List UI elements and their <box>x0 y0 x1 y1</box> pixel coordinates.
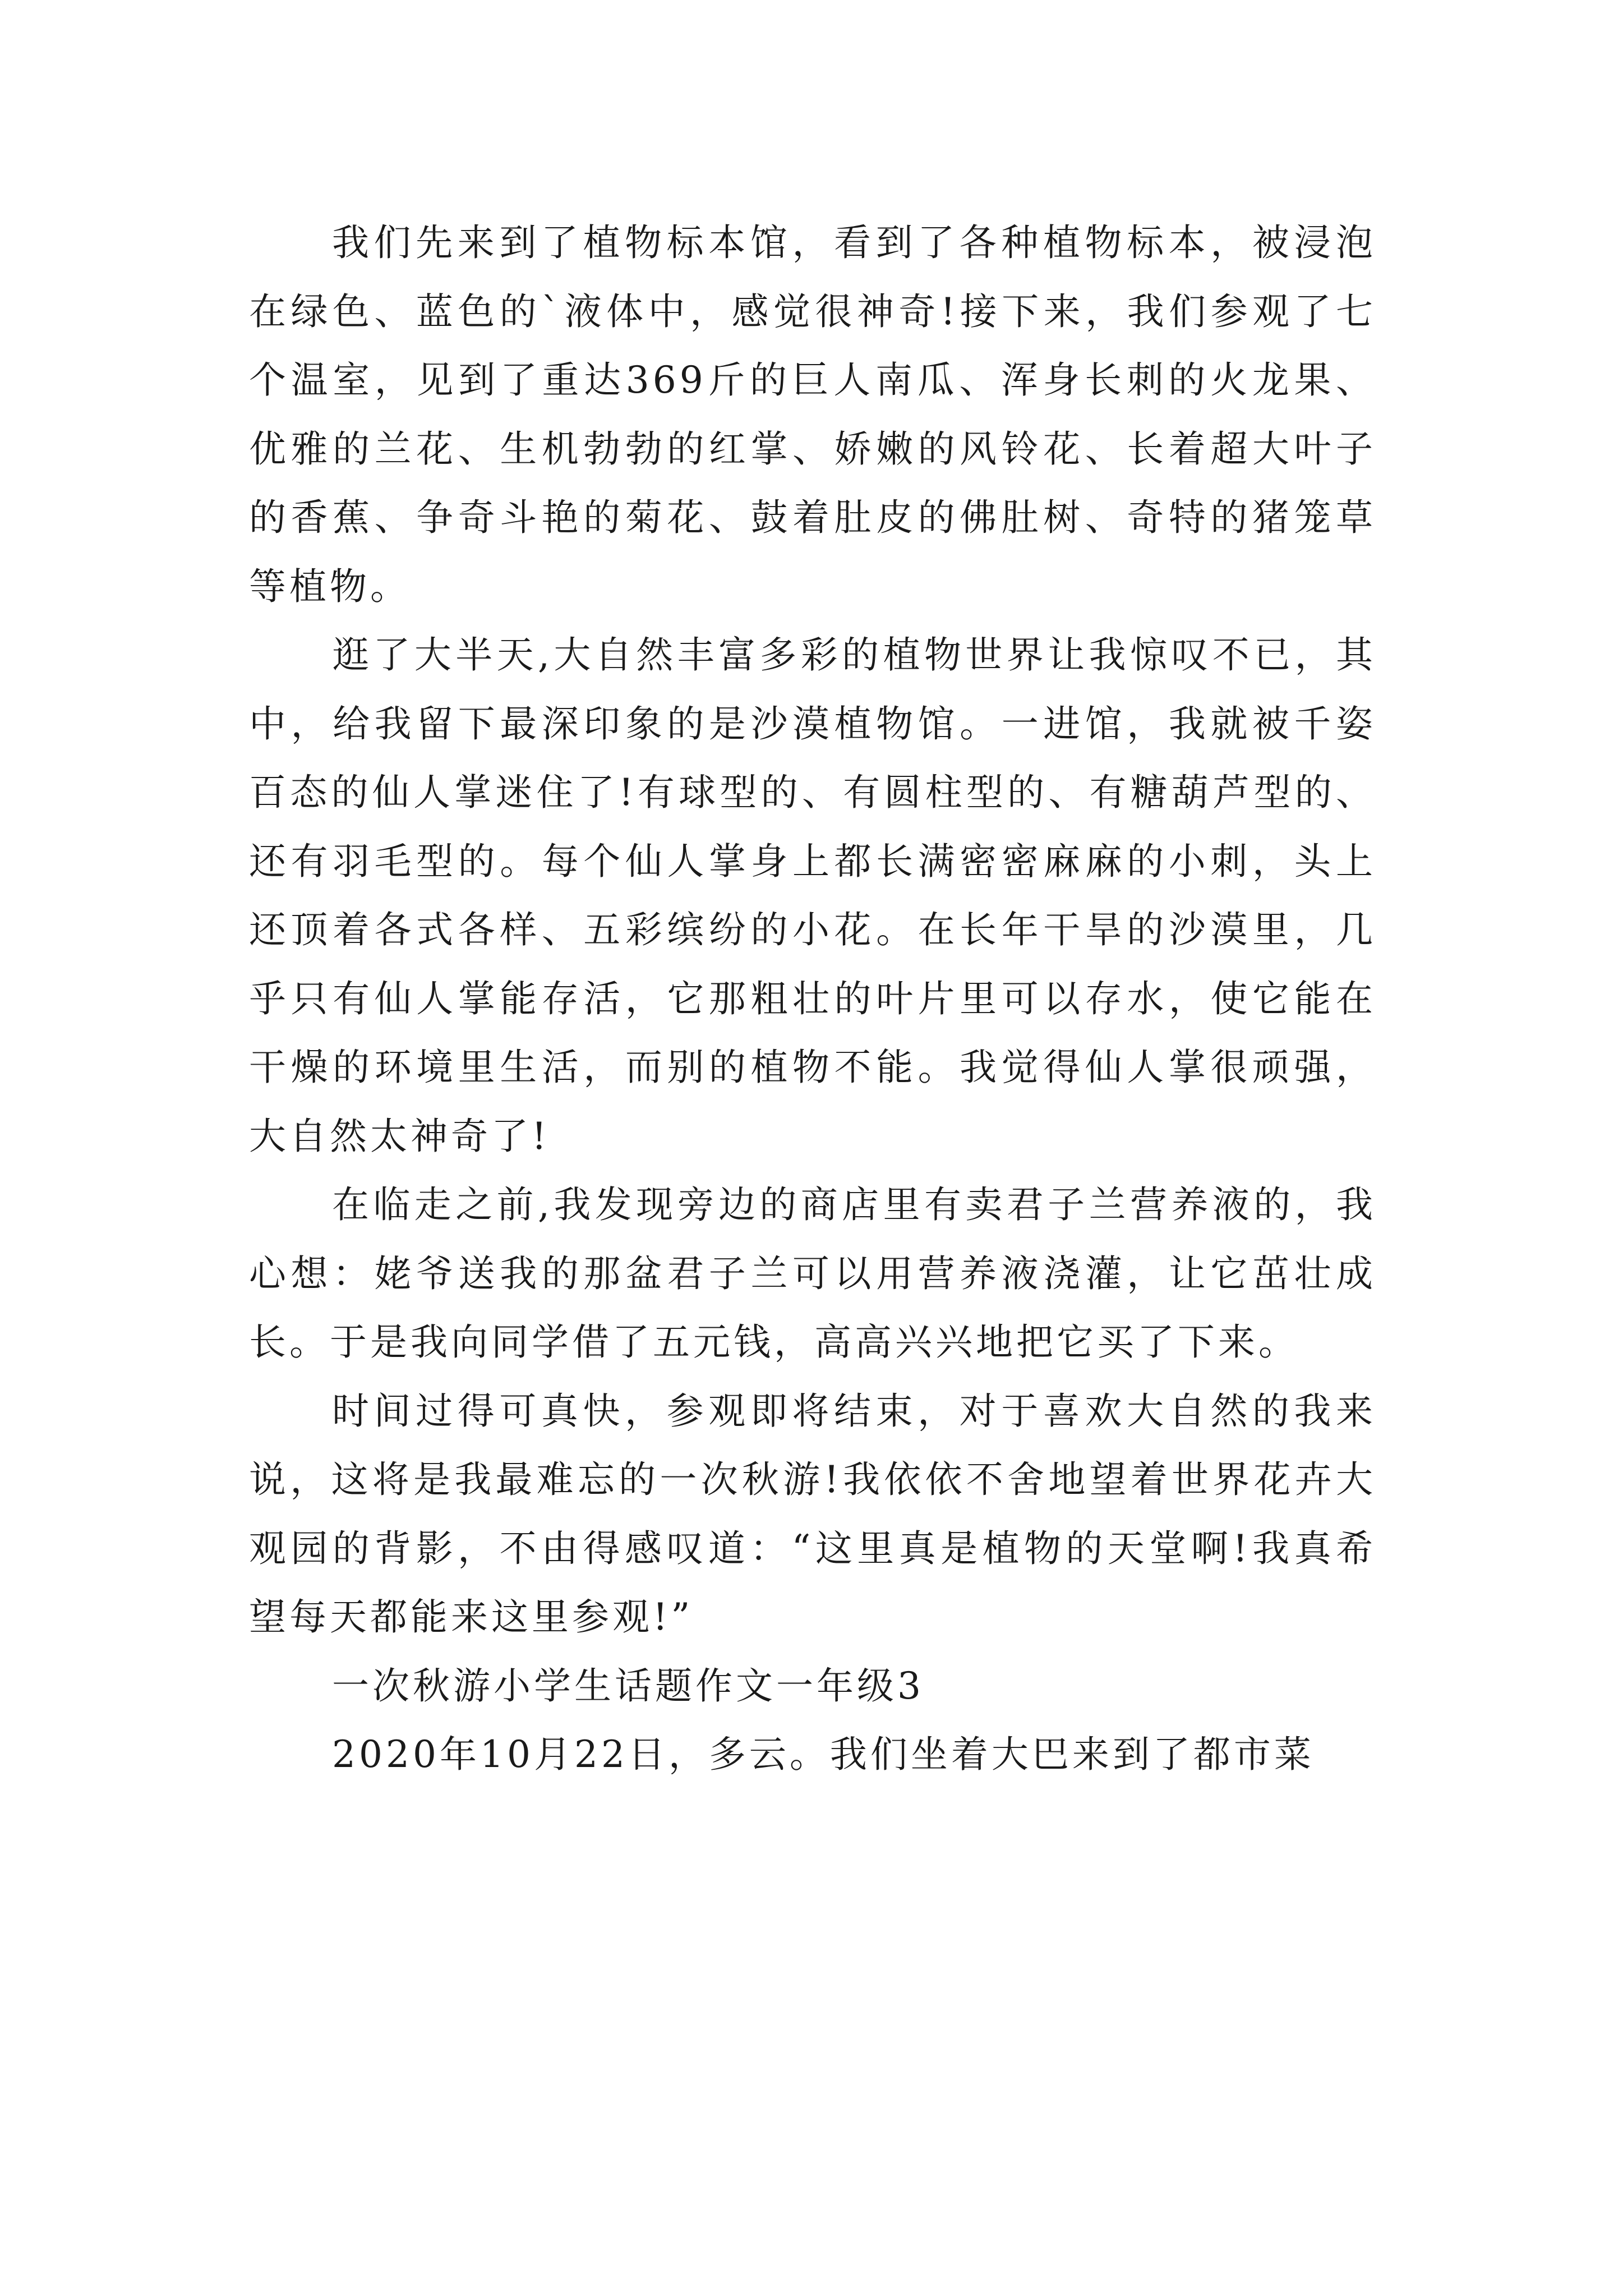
paragraph-desert-plants: 逛了大半天,大自然丰富多彩的植物世界让我惊叹不已，其中，给我留下最深印象的是沙漠植物馆。一进馆，我就被千姿百态的仙人掌迷住了!有球型的、有圆柱型的、有糖葫芦型的、还有羽毛型的。每个仙人掌身上都长满密密麻麻的小刺，头上还顶着各式各样、五彩缤纷的小花。在长年干旱的沙漠里，几乎只有仙人掌能存活，它那粗壮的叶片里可以存水，使它能在干燥的环境里生活，而别的植物不能。我觉得仙人掌很顽强，大自然太神奇了! <box>249 633 1376 1158</box>
document-body <box>249 209 1376 1789</box>
essay-heading: 一次秋游小学生话题作文一年级3 <box>332 1664 924 1708</box>
paragraph-botanical-specimens: 我们先来到了植物标本馆，看到了各种植物标本，被浸泡在绿色、蓝色的`液体中，感觉很神奇!接下来，我们参观了七个温室，见到了重达369斤的巨人南瓜、浑身长刺的火龙果、优雅的兰花、生机勃勃的红掌、娇嫩的风铃花、长着超大叶子的香蕉、争奇斗艳的菊花、鼓着肚皮的佛肚树、奇特的猪笼草等植物。 <box>249 221 1376 608</box>
paragraph-date-intro: 2020年10月22日，多云。我们坐着大巴来到了都市菜 <box>332 1733 1315 1776</box>
paragraph-ending: 时间过得可真快，参观即将结束，对于喜欢大自然的我来说，这将是我最难忘的一次秋游!我依依不舍地望着世界花卉大观园的背影，不由得感叹道：“这里真是植物的天堂啊!我真希望每天都能来这里参观!” <box>249 1389 1376 1639</box>
paragraph-nutrient-solution: 在临走之前,我发现旁边的商店里有卖君子兰营养液的，我心想：姥爷送我的那盆君子兰可以用营养液浇灌，让它茁壮成长。于是我向同学借了五元钱，高高兴兴地把它买了下来。 <box>249 1183 1376 1364</box>
